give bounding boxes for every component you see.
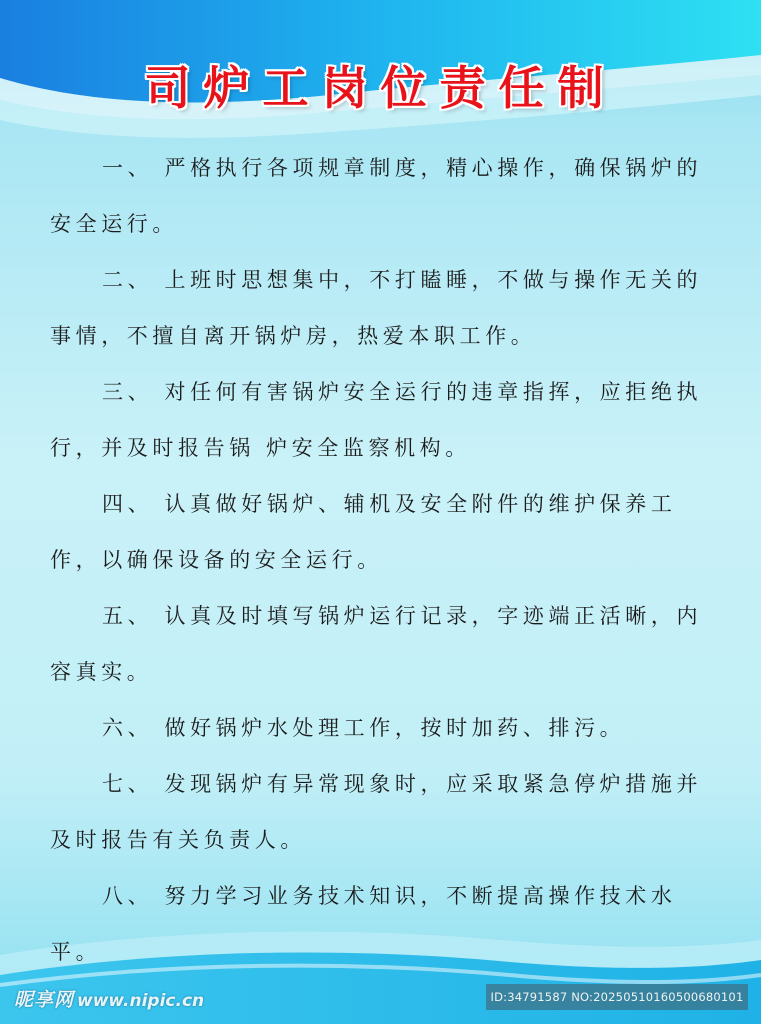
site-watermark bbox=[14, 985, 204, 1012]
responsibility-item-4: 四、 认真做好锅炉、辅机及安全附件的维护保养工作，以确保设备的安全运行。 bbox=[50, 492, 677, 572]
watermark-logo: 昵享网 bbox=[14, 989, 75, 1011]
responsibility-item-6: 六、 做好锅炉水处理工作，按时加药、排污。 bbox=[102, 716, 626, 740]
responsibilities-list bbox=[50, 140, 720, 980]
responsibility-item-5: 五、 认真及时填写锅炉运行记录，字迹端正活晰，内容真实。 bbox=[50, 604, 703, 684]
responsibility-item-3: 三、 对任何有害锅炉安全运行的违章指挥，应拒绝执行，并及时报告锅 炉安全监察机构。 bbox=[50, 380, 703, 460]
image-id-bar: ID:34791587 NO:20250510160500680101 bbox=[486, 984, 748, 1010]
responsibility-item-8: 八、 努力学习业务技术知识，不断提高操作技术水平。 bbox=[50, 884, 677, 964]
responsibility-item-1: 一、 严格执行各项规章制度，精心操作，确保锅炉的安全运行。 bbox=[50, 156, 703, 236]
watermark-url: www.nipic.cn bbox=[77, 991, 205, 1011]
responsibility-item-7: 七、 发现锅炉有异常现象时，应采取紧急停炉措施并及时报告有关负责人。 bbox=[50, 772, 703, 852]
page-title: 司炉工岗位责任制 bbox=[144, 61, 617, 115]
responsibility-item-2: 二、 上班时思想集中，不打瞌睡，不做与操作无关的事情，不擅自离开锅炉房，热爱本职工作。 bbox=[50, 268, 703, 348]
